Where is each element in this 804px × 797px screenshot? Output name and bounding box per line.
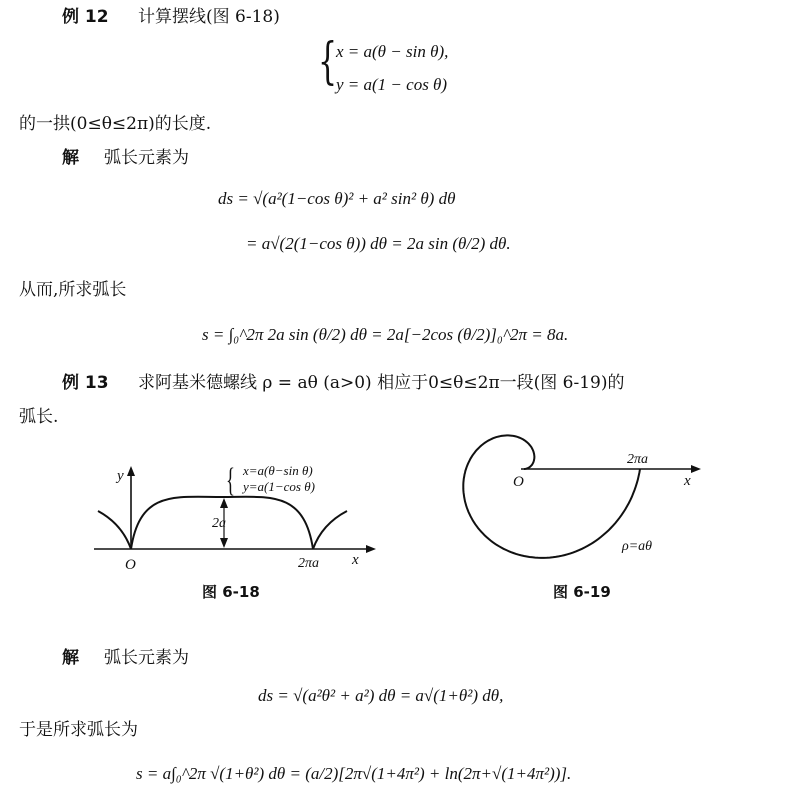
- cycloid-eq-y: y = a(1 − cos θ): [336, 75, 448, 94]
- example-13-arc-element: ds = √(a²θ² + a²) dθ = a√(1+θ²) dθ,: [258, 686, 504, 705]
- fig618-eq-x: x=a(θ−sin θ): [243, 463, 313, 478]
- fig619-label-rho: ρ=aθ: [622, 539, 653, 554]
- fig618-label-2a: 2a: [212, 516, 226, 531]
- example-12-solution-label: 解: [62, 148, 79, 168]
- fig618-eq-y: y=a(1−cos θ): [243, 479, 315, 494]
- example-12-title: 计算摆线(图 6-18): [138, 7, 280, 27]
- figure-6-19-caption: 图 6-19: [553, 583, 611, 601]
- system-brace: {: [318, 32, 338, 90]
- example-12-result: s = ∫₀^2π 2a sin (θ/2) dθ = 2a[−2cos (θ/2)]₀^2π = 8a.: [202, 325, 569, 344]
- fig618-label-origin: O: [125, 557, 136, 573]
- figure-6-18-caption: 图 6-18: [202, 583, 260, 601]
- fig618-label-2pia: 2πa: [298, 556, 320, 571]
- fig619-label-origin: O: [513, 474, 524, 490]
- arc-element-line-1: ds = √(a²(1−cos θ)² + a² sin² θ) dθ: [218, 189, 456, 208]
- example-12-solution-text: 弧长元素为: [104, 148, 189, 168]
- fig618-brace: {: [225, 461, 235, 499]
- example-12-thus: 从而,所求弧长: [19, 280, 127, 300]
- cycloid-eq-x: x = a(θ − sin θ),: [336, 42, 449, 61]
- fig618-label-x: x: [352, 552, 359, 568]
- example-12-label: 例 12: [62, 7, 109, 27]
- example-13-solution-label: 解: [62, 648, 79, 668]
- fig619-label-x: x: [684, 473, 691, 489]
- arc-element-line-2: = a√(2(1−cos θ)) dθ = 2a sin (θ/2) dθ.: [246, 234, 511, 253]
- example-12-tail: 的一拱(0≤θ≤2π)的长度.: [19, 114, 212, 134]
- fig619-label-2pia: 2πa: [627, 452, 649, 467]
- example-13-title-line-1: 求阿基米德螺线 ρ = aθ (a>0) 相应于0≤θ≤2π一段(图 6-19)的: [138, 373, 625, 393]
- archimedes-spiral: [463, 435, 640, 558]
- example-13-solution-text: 弧长元素为: [104, 648, 189, 668]
- example-13-result: s = a∫₀^2π √(1+θ²) dθ = (a/2)[2π√(1+4π²) + ln(2π+√(1+4π²))].: [136, 764, 572, 783]
- fig618-label-y: y: [117, 468, 124, 484]
- example-13-thus: 于是所求弧长为: [19, 720, 138, 740]
- example-13-title-line-2: 弧长.: [19, 407, 59, 427]
- example-13-label: 例 13: [62, 373, 109, 393]
- fig619-axis-arrow: [691, 465, 701, 473]
